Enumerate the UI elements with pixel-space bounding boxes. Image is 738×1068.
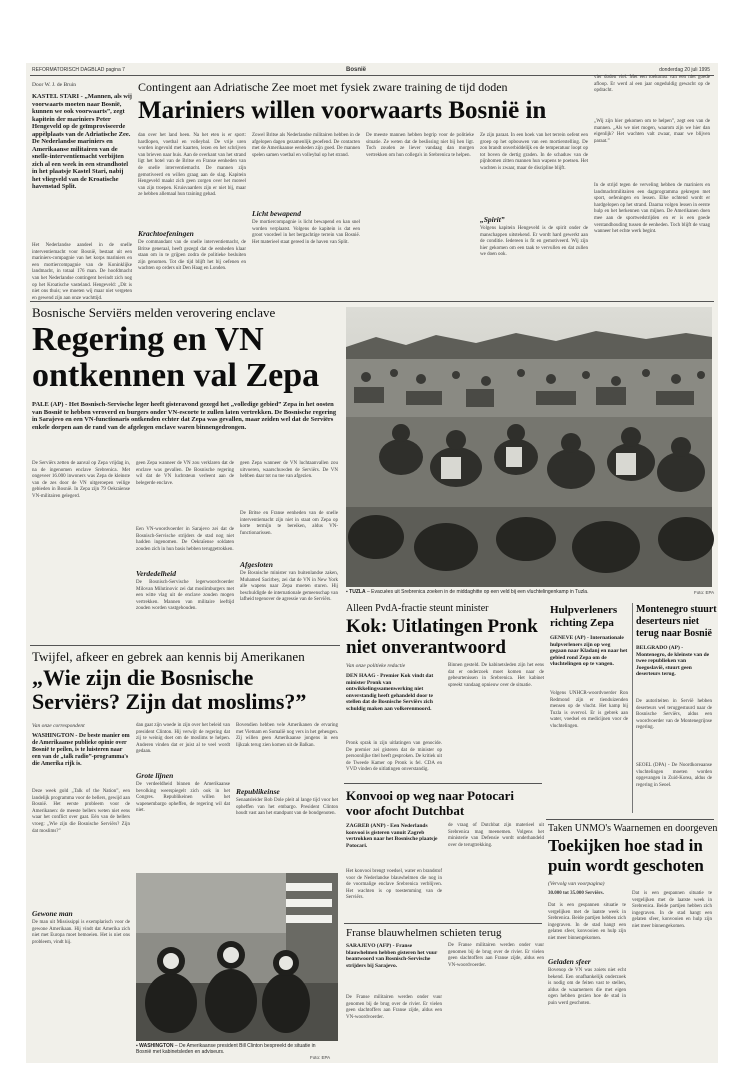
- kicker-americans: Twijfel, afkeer en gebrek aan kennis bij Amerikanen: [32, 649, 305, 664]
- byline-pvda: Van onze politieke redactie: [346, 663, 406, 669]
- headline-americans-2: Serviërs? Zijn dat moslims?”: [32, 689, 307, 714]
- body-americans-1: Deze week gold „Talk of the Nation”, een landelijk programma voor de bellers, gewijd aan Bosnië. Het eerste probleem voor de Amerikanen: de meeste bellers weten niet eens waar het conflict over gaat. Eén van de bellers vroeg: „Wie zijn die Bosnische Serviërs? Zijn dat moslims?”: [32, 789, 130, 834]
- section-title: Bosnië: [346, 67, 367, 73]
- lead-hulpverleners: GENEVE (AP) - Internationale hulpverleners zijn op weg gegaan naar Kladanj en naar het gebied rond Zepa om de vluchtelingen op te vangen.: [550, 635, 628, 667]
- body-americans-3: dan gaat zijn woede in zijn over het beleid van president Clinton. Hij verwijt de regering dat zij te weinig doet om de moslims te helpen. Anderen vinden dat er juist al te veel wordt gedaan.: [136, 723, 230, 755]
- caption-refugees: ▪ TUZLA – Evacuées uit Srebrenica zoeken in de middaghitte op een veld bij een vluchtelingenkamp in Tuzla.: [346, 589, 589, 595]
- kicker-montenegro-2: deserteurs niet: [636, 616, 700, 627]
- caption-washington-label: WASHINGTON: [139, 1043, 174, 1049]
- byline-unmo: (Vervolg van voorpagina): [548, 881, 605, 887]
- page-date: donderdag 20 juli 1995: [659, 67, 710, 73]
- kicker-hulpverleners-2: richting Zepa: [550, 617, 614, 629]
- lead-zepa: PALE (AP) - Het Bosnisch-Servische leger heeft gisteravond gezegd het „volledige gebied” Zepa in het oosten van Bosnië te hebben veroverd en burgers onder VN-escorte te zullen laten vertrekken. De Bosnische regering in Sarajevo en een VN-functionaris ontkenden echter dat Zepa was gevallen, maar zeiden wel dat de Serviërs enkele dorpen aan de rand van de afgelegen enclave waren binnengedrongen.: [32, 401, 337, 431]
- paper-name: REFORMATORISCH DAGBLAD pagina 7: [32, 67, 125, 73]
- lead-potocari: ZAGREB (ANP) - Een Nederlands konvooi is gisteren vanuit Zagreb vertrokken naar het Bosnische plaatsje Potocari.: [346, 823, 438, 849]
- lead-americans: WASHINGTON - De beste manier om de Amerikaanse publieke opinie over Bosnië te peilen, is te luisteren naar een van de „talk radio”-programma's die Amerika rijk is.: [32, 733, 130, 767]
- rule-2: [30, 645, 340, 646]
- right-col-2: „Wij zijn hier gekomen om te helpen”, zegt een van de mannen. „Als we niet mogen, waarom zijn we hier dan eigenlijk? Het wachten valt zwaar, maar we blijven paraat.”: [594, 119, 710, 144]
- body-mariniers-6: De meeste mannen hebben begrip voor de politieke situatie. Ze weten dat de beslissing niet bij hen ligt. Toch zouden ze liever vandaag dan morgen vertrekken om hun collega's in Srebrenica te helpen.: [366, 133, 474, 158]
- body-mariniers-8: Volgens kapitein Hengeveld is de spirit onder de manschappen uitstekend. Er wordt hard gewerkt aan de conditie. Iedereen is fit en gemotiveerd. Wij zijn hier gekomen om een taak te vervullen en dat zullen we doen ook.: [480, 226, 588, 258]
- body-potocari-1: Het konvooi brengt voedsel, water en brandstof voor de Nederlandse blauwhelmen die nog in de voormalige enclave Srebrenica verblijven. Het wachten is op toestemming van de Serviërs.: [346, 869, 442, 901]
- body-mariniers-3: De commandant van de snelle interventiemacht, de Britse generaal, heeft gezegd dat de eenheden klaar staan om in te grijpen zodra de politieke besluiten zijn genomen. Tot die tijd blijft het bij oefenen en wachten op orders uit Den Haag en Londen.: [138, 240, 246, 272]
- washington-photo-image: [136, 873, 338, 1041]
- subhead-spirit: „Spirit”: [480, 215, 505, 224]
- subhead-geladen-sfeer: Geladen sfeer: [548, 957, 591, 966]
- photo-washington: [136, 873, 338, 1041]
- rule-3: [344, 783, 542, 784]
- body-unmo-3: Dat is een gespannen situatie te vergelijken met de laatste week in Srebrenica. Beide partijen hebben zich ingegraven. In de stad hangt een gelaten sfeer, konvooien en hulp zijn niet meer binnengekomen.: [632, 891, 712, 929]
- body-mariniers-7: Ze zijn paraat. In een hoek van het terrein oefent een groep op het opbouwen van een mortierstelling. De zon brandt onverbiddelijk en de temperatuur loopt op tot boven de dertig graden. In de schaduw van de pijnbomen zitten mannen hun wapens te poetsen. Het wachten is zwaar, maar de discipline blijft.: [480, 133, 588, 171]
- headline-pvda-2: niet onverantwoord: [346, 637, 506, 658]
- subhead-verdedelheid: Verdedelheid: [136, 569, 176, 578]
- kicker-montenegro-3: terug naar Bosnië: [636, 628, 712, 639]
- body-americans-4: De verdeeldheid binnen de Amerikaanse bevolking weerspiegelt zich ook in het Congres. Republikeinen willen het wapenembargo opheffen, de regering wil dat niet.: [136, 782, 230, 814]
- lead-montenegro: BELGRADO (AP) - Montenegro, de kleinste van de twee republieken van Joegoslavië, stuurt geen deserteurs terug.: [636, 645, 710, 677]
- body-pvda-1: Pronk sprak in zijn uitlatingen van genocide. De premier zei gisteren dat de minister op persoonlijke titel heeft gesproken. De kritiek uit de Tweede Kamer op Pronk is fel. CDA en VVD vinden de uitlatingen onverstandig.: [346, 741, 442, 773]
- kicker-zepa: Bosnische Serviërs melden verovering enclave: [32, 305, 276, 320]
- photo-refugees-tuzla: [346, 307, 712, 587]
- lead-pvda: DEN HAAG - Premier Kok vindt dat minister Pronk van ontwikkelingssamenwerking niet onverstandig heeft gehandeld door te stellen dat de Bosnische Serviërs zich schuldig maken aan volkerenmoord.: [346, 673, 434, 712]
- byline-top: Door W. J. de Bruin: [32, 82, 76, 88]
- subhead-licht-bewapend: Licht bewapend: [252, 209, 301, 218]
- right-col-1: vier doden viel. Met een toekomst van een niet goede afloop. Er werd al een jaar ongeduldig gewacht op de opdracht.: [594, 75, 710, 94]
- kicker-unmo: Taken UNMO's Waarnemen en doorgeven: [548, 823, 718, 834]
- kicker-pvda: Alleen PvdA-fractie steunt minister: [346, 603, 489, 614]
- headline-potocari-1: Konvooi op weg naar Potocari: [346, 788, 515, 803]
- credit-refugees: Foto: EPA: [694, 590, 715, 595]
- body-zepa-5: geen Zepa wanneer de VN luchtaanvallen zou uitvoeren, waarschuwden de Serviërs. De VN hebben daar tot nu toe van afgezien.: [240, 461, 338, 480]
- kicker-french: Franse blauwhelmen schieten terug: [346, 927, 502, 939]
- caption-refugees-text: – Evacuées uit Srebrenica zoeken in de middaghitte op een veld bij een vluchtelingenkamp in Tuzla.: [365, 589, 589, 595]
- rule-1: [30, 301, 714, 302]
- headline-unmo-2: puin wordt geschoten: [548, 856, 704, 875]
- body-americans-6: Senaatsleider Bob Dole pleit al lange tijd voor het opheffen van het embargo. President Clinton houdt vast aan het standpunt van de bondgenoten.: [236, 798, 338, 817]
- lead-unmo: 30.000 tot 35.000 Serviërs.: [548, 891, 604, 896]
- headline-mariniers: Mariniers willen voorwaarts Bosnië in: [138, 97, 547, 124]
- headline-unmo-1: Toekijken hoe stad in: [548, 836, 703, 855]
- headline-americans-1: „Wie zijn die Bosnische: [32, 665, 254, 690]
- body-unmo-1: Dat is een gespannen situatie te vergelijken met de laatste week in Srebrenica. Beide partijen hebben zich ingegraven. In de stad hangt een gelaten sfeer, konvooien en hulp zijn niet meer binnengekomen.: [548, 903, 626, 941]
- byline-americans: Van onze correspondent: [32, 723, 85, 729]
- kicker-montenegro-1: Montenegro stuurt: [636, 604, 717, 615]
- body-americans-2: De man uit Mississippi is exemplarisch voor de gewone Amerikaan. Hij vindt dat Amerika zich niet met Europa moet bemoeien. Het is niet ons probleem, vindt hij.: [32, 920, 130, 945]
- refugees-photo-image: [346, 307, 712, 587]
- right-col-3: In de strijd tegen de verveling hebben de mariniers en landmachtmilitairen een dagprogramma gekregen met sport, oefeningen en lessen. Elke ochtend wordt er hardgelopen op het strand. Daarna volgen lessen in eerste hulp en het herkennen van mijnen. De Amerikanen doen mee aan de sportwedstrijden en er is een goede verstandhouding tussen de eenheden. Toch blijft de vraag wanneer het echte werk begint.: [594, 183, 710, 235]
- subhead-krachtoefeningen: Krachtoefeningen: [138, 229, 194, 238]
- body-mariniers-5: De mortiercompagnie is licht bewapend en kan snel worden verplaatst. Volgens de kapitein is dat een groot voordeel in het bergachtige terrein van Bosnië. Het materieel staat gereed in de haven van Split.: [252, 220, 360, 245]
- caption-refugees-label: TUZLA: [349, 589, 366, 595]
- divider-montenegro: [632, 603, 633, 813]
- kicker-hulpverleners-1: Hulpverleners: [550, 604, 618, 616]
- credit-washington: Foto: EPA: [310, 1055, 331, 1060]
- body-hulpverleners: Volgens UNHCR-woordvoerder Ron Redmond zijn er tienduizenden mensen op de vlucht. Het kamp bij Tuzla is overvol. Er is gebrek aan water, voedsel en medicijnen voor de vluchtelingen.: [550, 691, 628, 729]
- body-montenegro-2: SEOEL (DPA) - De Noordkoreaanse vluchtelingen moeten worden opgevangen in Zuid-Korea, aldus de regering in Seoel.: [636, 763, 712, 788]
- body-french-1: De Franse militairen werden onder vuur genomen bij de brug over de rivier. Er vielen geen slachtoffers aan Franse zijde, aldus een VN-woordvoerder.: [346, 995, 442, 1020]
- lead-french: SARAJEVO (AFP) - Franse blauwhelmen hebben gisteren het vuur beantwoord van Bosnisch-Servische strijders bij Sarajevo.: [346, 943, 438, 969]
- subhead-republikeinse: Republikeinse: [236, 787, 280, 796]
- subhead-grote-lijnen: Grote lijnen: [136, 771, 174, 780]
- body-zepa-7: De Bosnische minister van buitenlandse zaken, Muhamed Sacirbey, zei dat de VN in New York alle wapens naar Zepa moeten sturen. Hij beschuldigde de internationale gemeenschap van lafheid tegenover de agressie van de Serviërs.: [240, 571, 338, 603]
- body-zepa-4: De Bosnisch-Servische legerwoordvoerder Milovan Milutinovic zei dat moslimburgers met een witte vlag uit de enclave zouden mogen vertrekken. Mannen van militaire leeftijd zouden worden vastgehouden.: [136, 580, 234, 612]
- body-americans-5: Bovendien hebben vele Amerikanen de ervaring met Vietnam en Somalië nog vers in het geheugen. Zij willen geen Amerikaanse jongens in een lijkzak terug zien komen uit de Balkan.: [236, 723, 338, 748]
- body-mariniers-1: Het Nederlandse aandeel in de snelle interventiemacht voor Bosnië, bestaat uit een mariniers-compagnie van het korps mariniers en een mortiercompagnie van de Koninklijke landmacht, in totaal 176 man. De hoofdmacht van het Nederlandse contingent bevindt zich nog op het Kroatische vasteland. Hengeveld: „Dit is niet ons thuis; we moeten wij maar niet vergeten en gewend zijn aan onze wachttijd.: [32, 243, 132, 301]
- newspaper-page: [26, 63, 718, 1063]
- headline-zepa-2: ontkennen val Zepa: [32, 357, 320, 394]
- subhead-afgesloten: Afgesloten: [240, 560, 273, 569]
- kicker-mariniers: Contingent aan Adriatische Zee moet met fysiek zware training de tijd doden: [138, 80, 508, 94]
- headline-potocari-2: voor afocht Dutchbat: [346, 803, 465, 818]
- rule-5: [546, 819, 714, 820]
- body-mariniers-4: Zowel Britse als Nederlandse militairen hebben in de afgelopen dagen gezamenlijk geoefend. De contacten met de Amerikaanse eenheden zijn goed. De mannen spelen samen voetbal en volleybal op het strand.: [252, 133, 360, 158]
- body-zepa-2: geen Zepa wanneer de VN zou verklaren dat de enclave was gevallen. De Bosnische regering wil dat de VN luchtsteun verleent aan de belegerde enclave.: [136, 461, 234, 486]
- body-french-2: De Franse militairen werden onder vuur genomen bij de brug over de rivier. Er vielen geen slachtoffers aan Franse zijde, aldus een VN-woordvoerder.: [448, 943, 544, 968]
- caption-washington-text: – De Amerikaanse president Bill Clinton bespreekt de situatie in Bosnië met kabinetsleden en adviseurs.: [136, 1043, 316, 1055]
- body-unmo-2: Bovenop de VN was zoiets niet echt bekend. Een onafhankelijk onderzoek is nodig om de feiten vast te stellen, aldus de waarnemers die met eigen ogen hebben gezien hoe de stad in puin werd geschoten.: [548, 968, 626, 1006]
- headline-pvda-1: Kok: Uitlatingen Pronk: [346, 616, 538, 637]
- body-pvda-2: Binnen gesteld. De kabinetsleden zijn het eens dat er onderzoek moet komen naar de gebeurtenissen in Srebrenica. Het kabinet spreekt vandaag opnieuw over de situatie.: [448, 663, 544, 688]
- body-montenegro-1: De autoriteiten in Servië hebben deserteurs wel teruggestuurd naar de Bosnische Serviërs, aldus een woordvoerder van de Montenegrijnse regering.: [636, 699, 712, 731]
- headline-zepa-1: Regering en VN: [32, 321, 264, 358]
- body-potocari-2: de vraag of Dutchbat zijn materieel uit Srebrenica mag meenemen. Volgens het ministerie van Defensie wordt onderhandeld over de terugtrekking.: [448, 823, 544, 848]
- rule-4: [344, 923, 542, 924]
- body-zepa-1: De Serviërs zetten de aanval op Zepa vrijdag in, na de ingenomen enclave Srebrenica. Met ongeveer 16.000 inwoners was Zepa de kleinste van de zes door de VN uitgeroepen veilige gebieden in Bosnië. In Zepa zijn 79 Oekraïense VN-militairen gelegerd.: [32, 461, 130, 499]
- body-mariniers-2: dan over het land heen. Na het eten is er sport: hardlopen, voetbal en volleybal. De vrije uren worden ingevuld met kaarten, lezen en het schrijven van brieven naar huis. Aan de overkant van het strand ligt het hotel van de Britse en Franse eenheden van de snelle interventiemacht. De mannen zijn gemotiveerd en willen graag aan de slag. Kapitein Hengeveld maakt zich geen zorgen over het moreel van zijn troepen. Kruisvaarders zijn er niet bij, maar ze hebben allemaal hun training gehad.: [138, 133, 246, 198]
- body-zepa-6: De Britse en Franse eenheden van de snelle interventiemacht zijn niet in staat om Zepa op korte termijn te bereiken, aldus VN-functionarissen.: [240, 511, 338, 536]
- subhead-gewone-man: Gewone man: [32, 909, 73, 918]
- lead-mariniers: KASTEL STARI - „Mannen, als wij voorwaarts moeten naar Bosnië, kunnen we ook voorwaarts”, zegt kapitein der mariniers Peter Hengeveld op de geïmproviseerde appèlplaats van de Adriatische Zee. De Nederlandse mariniers en Amerikaanse militairen van de snelle-interventiemacht verbijten zich al een week in een strandhotel in het plaatsje Kastel Stari, nabij het vliegveld van de Kroatische havenstad Split.: [32, 93, 132, 190]
- caption-washington: ▪ WASHINGTON – De Amerikaanse president Bill Clinton bespreekt de situatie in Bosnië met kabinetsleden en adviseurs.: [136, 1043, 316, 1055]
- body-zepa-3: Een VN-woordvoerder in Sarajevo zei dat de Bosnisch-Servische strijders de stad nog niet hadden ingenomen. De Oekraïense soldaten zouden zich in hun basis hebben teruggetrokken.: [136, 527, 234, 552]
